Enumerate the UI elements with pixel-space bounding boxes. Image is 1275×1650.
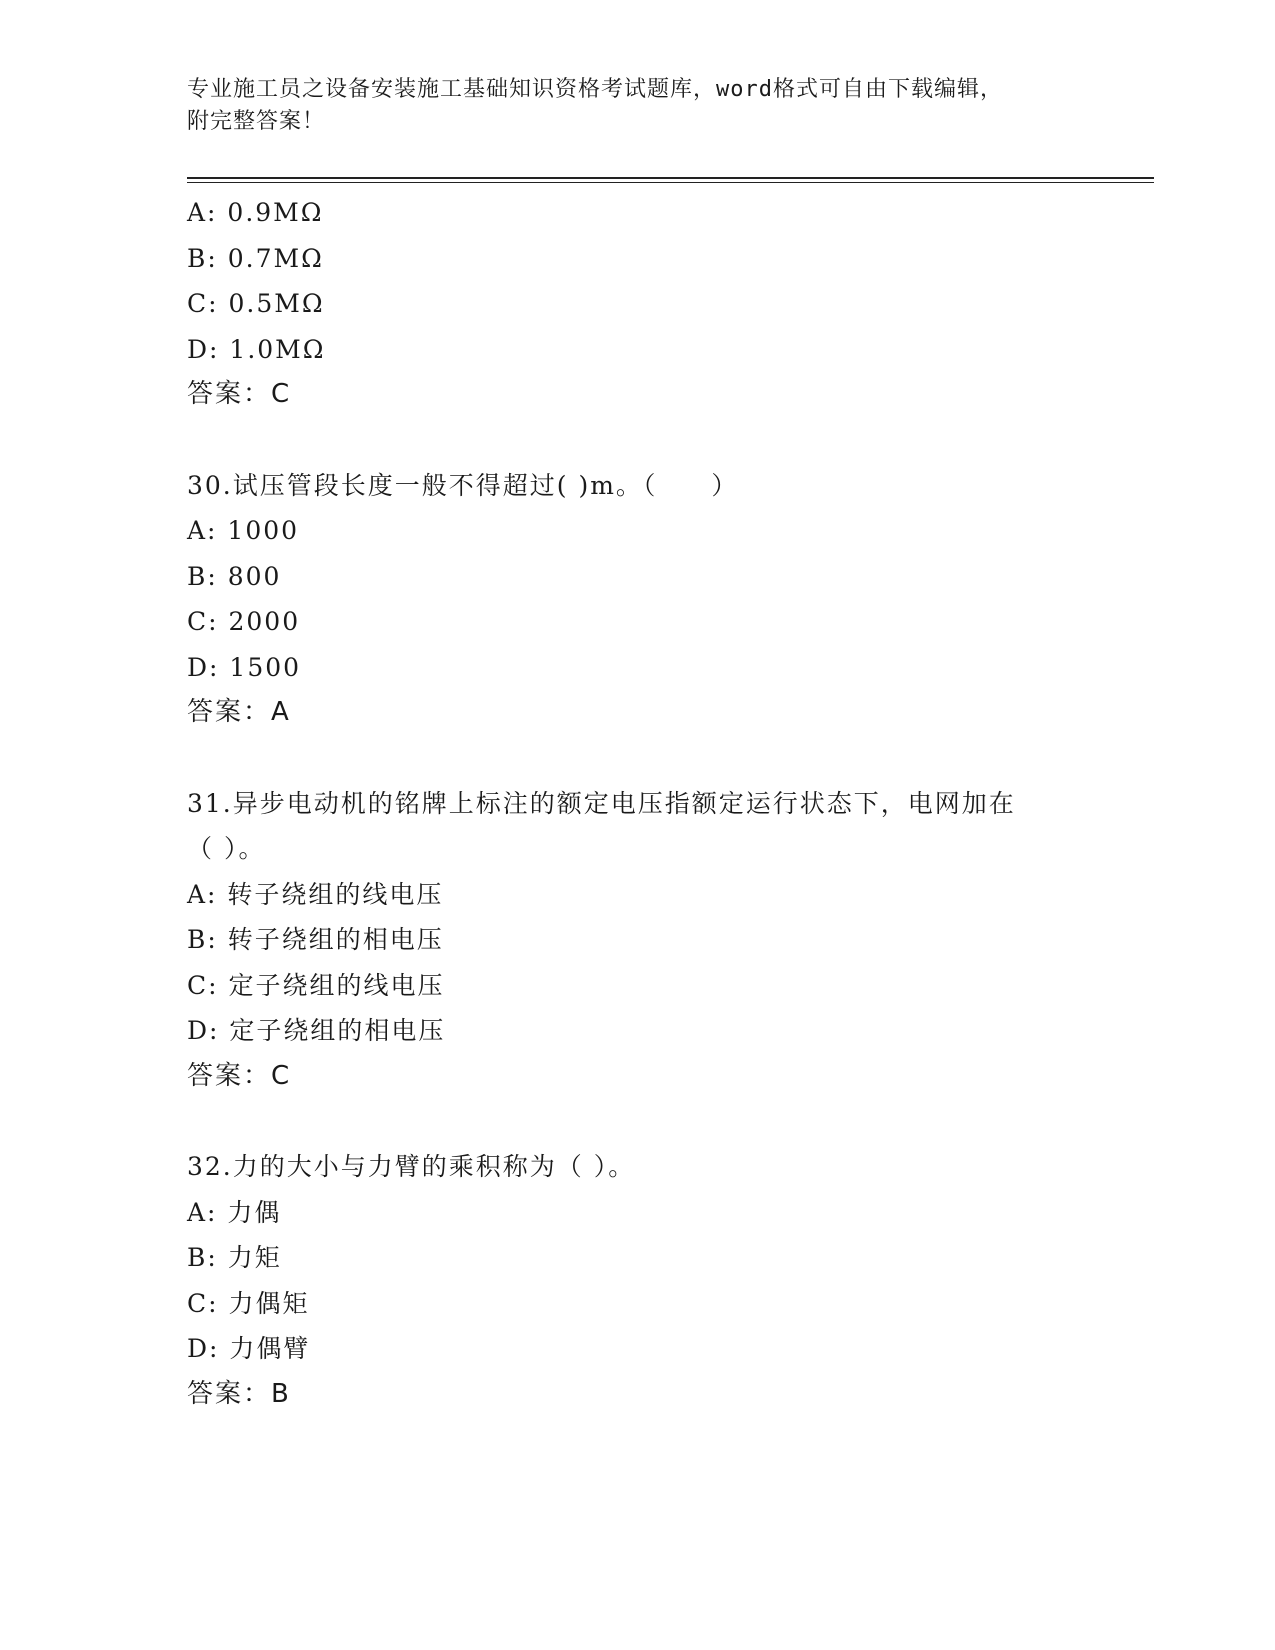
- option-d: D: 1.0MΩ: [187, 334, 326, 364]
- question-text-line-1: 31.异步电动机的铭牌上标注的额定电压指额定运行状态下，电网加在: [187, 788, 1016, 818]
- spacer: [187, 418, 1087, 463]
- option-c: C: 0.5MΩ: [187, 289, 325, 318]
- option-b: B: 转子绕组的相电压: [187, 925, 444, 954]
- answer-line: 答案：B: [187, 1378, 291, 1409]
- question-text-line-2: （ ）。: [187, 834, 266, 863]
- option-a: A: 0.9MΩ: [187, 198, 324, 227]
- spacer: [187, 736, 1087, 781]
- answer-line: 答案：A: [187, 697, 291, 727]
- question-text: 30.试压管段长度一般不得超过( )m。（ ）: [187, 470, 739, 500]
- answer-line: 答案：C: [187, 1060, 292, 1091]
- question-block-29: [187, 190, 1087, 418]
- document-header: [187, 74, 1067, 138]
- option-b: B: 800: [187, 561, 282, 591]
- option-c: C: 2000: [187, 607, 301, 636]
- question-block-31: [187, 781, 1087, 1100]
- header-rule-thick: [187, 177, 1154, 179]
- spacer: [187, 1099, 1087, 1144]
- option-b: B: 0.7MΩ: [187, 243, 324, 273]
- option-d: D: 1500: [187, 652, 302, 682]
- question-block-30: [187, 463, 1087, 736]
- question-text: 32.力的大小与力臂的乘积称为（ ）。: [187, 1152, 636, 1181]
- header-title-line-2: 附完整答案！: [187, 109, 326, 134]
- option-d: D: 力偶臂: [187, 1334, 311, 1363]
- header-rule-thin: [187, 182, 1154, 183]
- question-block-32: [187, 1144, 1087, 1417]
- question-list: [187, 190, 1087, 1417]
- option-a: A: 转子绕组的线电压: [187, 879, 444, 909]
- option-c: C: 定子绕组的线电压: [187, 970, 445, 1000]
- answer-line: 答案：C: [187, 379, 292, 409]
- header-title-line-1: 专业施工员之设备安装施工基础知识资格考试题库，word格式可自由下载编辑，: [187, 77, 1003, 102]
- option-a: A: 力偶: [187, 1197, 282, 1227]
- option-c: C: 力偶矩: [187, 1288, 310, 1318]
- option-b: B: 力矩: [187, 1243, 282, 1272]
- option-a: A: 1000: [187, 516, 300, 545]
- option-d: D: 定子绕组的相电压: [187, 1016, 446, 1045]
